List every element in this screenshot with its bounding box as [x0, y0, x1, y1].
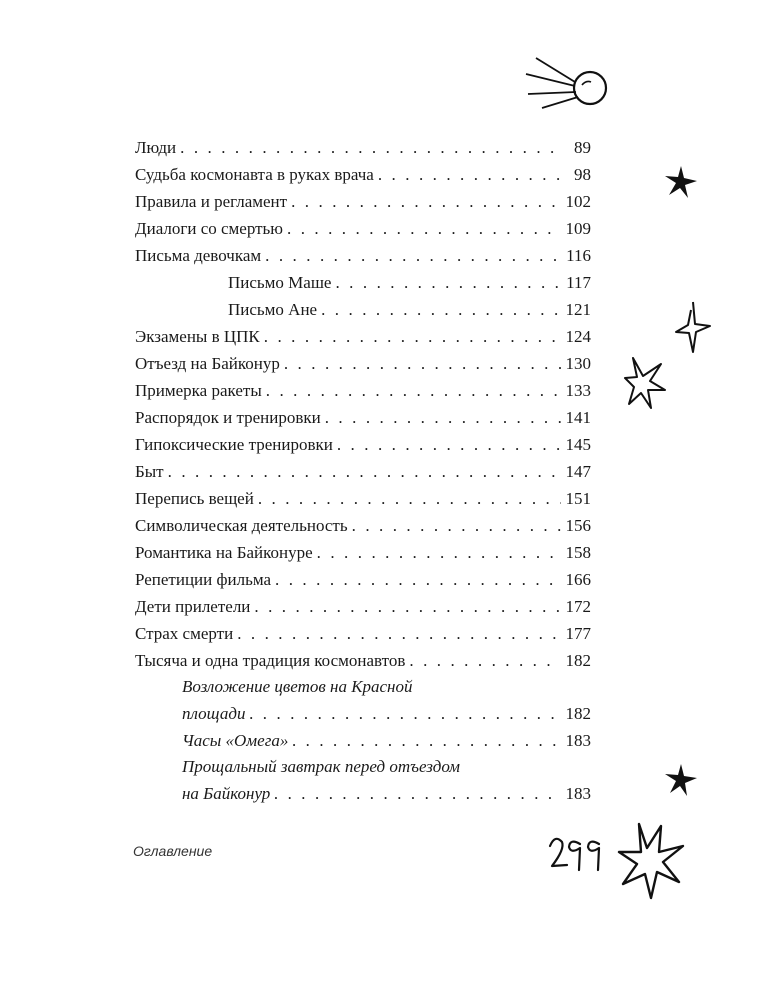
dot-leader: [272, 780, 561, 807]
dot-leader: [247, 700, 561, 727]
toc-entry-page: 98: [574, 165, 591, 184]
toc-entry-title: Письма девочкам: [135, 246, 262, 265]
toc-entry-title: Люди: [135, 138, 177, 157]
dot-leader: [285, 215, 561, 242]
toc-entry-page: 133: [565, 381, 591, 400]
dot-leader: [289, 188, 561, 215]
toc-entry-title: Распорядок и тренировки: [135, 408, 321, 427]
toc-entry-page: 177: [565, 624, 591, 643]
sputnik-icon: [520, 52, 610, 112]
toc-entry-page: 117: [566, 273, 591, 292]
toc-entry-page: 166: [565, 570, 591, 589]
dot-leader: [263, 242, 561, 269]
toc-entry-title: Письмо Маше: [228, 273, 332, 292]
table-of-contents: [135, 134, 591, 807]
toc-entry-title: Правила и регламент: [135, 192, 288, 211]
toc-entry-title: Быт: [135, 462, 164, 481]
dot-leader: [178, 134, 561, 161]
toc-entry: [135, 404, 591, 431]
toc-entry: [135, 242, 591, 269]
toc-entry-title: Примерка ракеты: [135, 381, 262, 400]
toc-entry: [135, 377, 591, 404]
toc-entry: [135, 539, 591, 566]
toc-entry-page: 151: [565, 489, 591, 508]
toc-entry: [135, 485, 591, 512]
toc-entry: [135, 215, 591, 242]
toc-entry: [135, 161, 591, 188]
dot-leader: [252, 593, 561, 620]
dot-leader: [290, 727, 561, 754]
toc-entry-title: Дети прилетели: [135, 597, 251, 616]
toc-entry-title-line2: на Байконур: [182, 784, 271, 803]
toc-entry: [135, 134, 591, 161]
toc-entry-page: 182: [565, 704, 591, 723]
toc-entry-title: Отъезд на Байконур: [135, 354, 280, 373]
toc-subentry: [135, 296, 591, 323]
toc-entry-page: 109: [565, 219, 591, 238]
section-title-footer: Оглавление: [133, 843, 213, 859]
dot-leader: [256, 485, 561, 512]
toc-entry-page: 145: [565, 435, 591, 454]
toc-entry-page: 121: [565, 300, 591, 319]
toc-entry-page: 89: [574, 138, 591, 157]
toc-entry-page: 141: [565, 408, 591, 427]
toc-entry-line2: [135, 780, 591, 807]
toc-entry-title: Судьба космонавта в руках врача: [135, 165, 374, 184]
outline-star-icon: [617, 820, 687, 900]
toc-italic-entry: [135, 754, 591, 807]
toc-entry: [135, 566, 591, 593]
dot-leader: [335, 431, 561, 458]
toc-entry: [135, 512, 591, 539]
toc-entry-title: Экзамены в ЦПК: [135, 327, 260, 346]
toc-entry-title-line1: Возложение цветов на Красной: [182, 677, 413, 696]
toc-entry-title-line2: площади: [182, 704, 246, 723]
outline-star-icon: [673, 300, 713, 354]
toc-entry-title: Тысяча и одна традиция космонавтов: [135, 651, 406, 670]
dot-leader: [319, 296, 561, 323]
handwritten-page-number: [547, 832, 603, 872]
toc-entry: [135, 323, 591, 350]
dot-leader: [166, 458, 561, 485]
dot-leader: [407, 647, 561, 674]
toc-entry: [135, 458, 591, 485]
toc-entry-title: Символическая деятельность: [135, 516, 348, 535]
toc-entry-page: 130: [565, 354, 591, 373]
toc-entry: [135, 620, 591, 647]
toc-entry-page: 183: [565, 784, 591, 803]
dot-leader: [315, 539, 561, 566]
toc-subentry: [135, 269, 591, 296]
dot-leader: [262, 323, 561, 350]
toc-entry: [135, 350, 591, 377]
toc-entry: [135, 431, 591, 458]
toc-entry-title: Страх смерти: [135, 624, 234, 643]
toc-entry-page: 102: [565, 192, 591, 211]
toc-entry: [135, 647, 591, 674]
toc-entry-title: Часы «Омега»: [182, 731, 289, 750]
dot-leader: [273, 566, 561, 593]
toc-entry-page: 116: [566, 246, 591, 265]
toc-entry: [135, 593, 591, 620]
toc-entry-title: Романтика на Байконуре: [135, 543, 313, 562]
dot-leader: [235, 620, 561, 647]
toc-entry-page: 147: [565, 462, 591, 481]
filled-star-icon: [663, 164, 699, 200]
toc-entry-page: 156: [565, 516, 591, 535]
toc-entry-page: 124: [565, 327, 591, 346]
toc-entry: [135, 188, 591, 215]
toc-entry-title: Перепись вещей: [135, 489, 254, 508]
outline-star-icon: [623, 356, 667, 410]
toc-italic-entry: [135, 674, 591, 727]
toc-entry-title: Репетиции фильма: [135, 570, 272, 589]
toc-entry-page: 182: [565, 651, 591, 670]
toc-entry-page: 158: [565, 543, 591, 562]
toc-entry-title: Диалоги со смертью: [135, 219, 283, 238]
toc-entry-page: 183: [565, 731, 591, 750]
toc-entry-line2: [135, 700, 591, 727]
dot-leader: [323, 404, 561, 431]
toc-entry-title: Письмо Ане: [228, 300, 318, 319]
toc-italic-entry: [135, 727, 591, 754]
dot-leader: [264, 377, 561, 404]
dot-leader: [282, 350, 561, 377]
filled-star-icon: [663, 762, 699, 798]
toc-entry-page: 172: [565, 597, 591, 616]
toc-entry-title-line1: Прощальный завтрак перед отъездом: [182, 757, 461, 776]
dot-leader: [376, 161, 561, 188]
toc-entry-title: Гипоксические тренировки: [135, 435, 333, 454]
dot-leader: [333, 269, 561, 296]
dot-leader: [350, 512, 561, 539]
